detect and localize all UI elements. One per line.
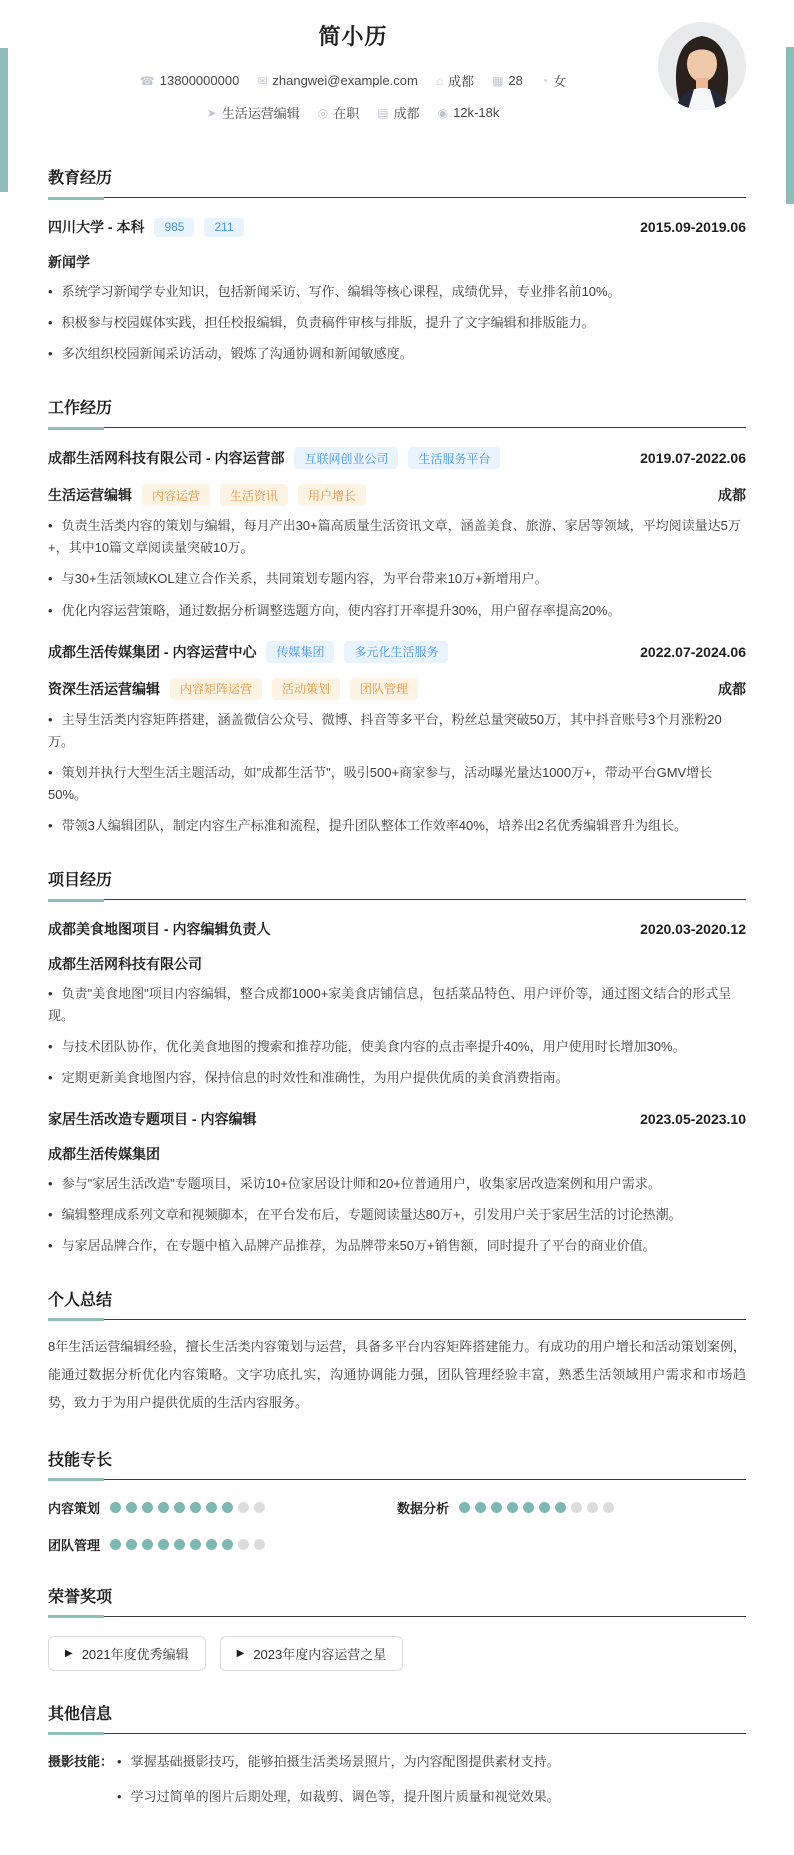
list-item (48, 1235, 746, 1257)
project-name: 家居生活改造专题项目 - 内容编辑 (48, 1110, 257, 1127)
list-item (48, 281, 746, 303)
role-name: 资深生活运营编辑 (48, 680, 160, 697)
skill-dot-empty (571, 1502, 582, 1513)
age-item (492, 73, 523, 88)
email-icon: ✉ (257, 73, 268, 88)
location-value: 成都 (448, 74, 475, 89)
bullet-text: 与技术团队协作，优化美食地图的搜索和推荐功能，使美食内容的点击率提升40%，用户使用时长增加30%。 (61, 1039, 686, 1055)
skill-dot-empty (238, 1502, 249, 1513)
skill-dot-filled (142, 1502, 153, 1513)
skill-dot-filled (555, 1502, 566, 1513)
skill-dot-filled (158, 1502, 169, 1513)
list-item (48, 1173, 746, 1195)
project1-bullets (48, 983, 746, 1089)
list-item (48, 1036, 746, 1058)
bullet-dot-icon: • (48, 818, 53, 834)
job2-date: 2022.07-2024.06 (640, 643, 746, 660)
skill-dot-filled (190, 1502, 201, 1513)
skill-dots (110, 1539, 270, 1550)
skill-dot-filled (126, 1502, 137, 1513)
bullet-dot-icon: • (48, 602, 53, 618)
gender-value: 女 (553, 74, 567, 89)
skill-dot-filled (459, 1502, 470, 1513)
bullet-text: 掌握基础摄影技巧，能够拍摄生活类场景照片，为内容配图提供素材支持。 (130, 1753, 560, 1769)
skill-dot-filled (110, 1502, 121, 1513)
list-item (48, 815, 746, 837)
project-name: 成都美食地图项目 - 内容编辑负责人 (48, 921, 271, 938)
skill-dot-filled (126, 1539, 137, 1550)
skill-dot-filled (222, 1539, 233, 1550)
honors-list (48, 1636, 746, 1671)
salary-value: 12k-18k (453, 105, 500, 120)
honor-pill-2021[interactable] (48, 1636, 206, 1671)
honor-label: 2021年度优秀编辑 (81, 1646, 189, 1662)
job-intention-item (207, 103, 300, 122)
major-name: 新闻学 (48, 254, 90, 270)
paper-plane-icon: ➤ (206, 105, 217, 120)
role-tag: 用户增长 (298, 484, 366, 506)
company-badge: 生活服务平台 (408, 447, 500, 469)
role-tag: 生活资讯 (220, 484, 288, 506)
email-value: zhangwei@example.com (272, 73, 418, 88)
bullet-text: 系统学习新闻学专业知识，包括新闻采访、写作、编辑等核心课程，成绩优异，专业排名前10%。 (61, 284, 621, 299)
list-item (48, 568, 746, 590)
skill-dot-filled (539, 1502, 550, 1513)
salary-icon: ◉ (437, 105, 449, 120)
summary-section-title: 个人总结 (48, 1287, 746, 1320)
other-bullets (117, 1751, 746, 1821)
job1-company-row (48, 447, 746, 469)
bullet-text: 负责"美食地图"项目内容编辑，整合成都1000+家美食店铺信息，包括菜品特色、用户评价等，通过图文结合的形式呈现。 (48, 986, 732, 1024)
list-item (117, 1786, 746, 1808)
document-icon: ▤ (377, 105, 389, 120)
bullet-dot-icon: • (48, 711, 53, 727)
project2-date: 2023.05-2023.10 (640, 1110, 746, 1127)
skill-dot-filled (174, 1502, 185, 1513)
list-item (48, 1204, 746, 1226)
job2-company-row (48, 641, 746, 663)
skill-dot-filled (475, 1502, 486, 1513)
role-tag: 内容矩阵运营 (170, 678, 262, 700)
resume-header (0, 0, 794, 135)
bullet-text: 优化内容运营策略，通过数据分析调整选题方向，使内容打开率提升30%，用户留存率提高20%。 (61, 602, 621, 618)
section-education (48, 165, 746, 365)
project2-org: 成都生活传媒集团 (48, 1145, 160, 1162)
location-item (436, 71, 474, 90)
skill-dot-empty (587, 1502, 598, 1513)
bullet-text: 编辑整理成系列文章和视频脚本，在平台发布后，专题阅读量达80万+，引发用户关于家居生活的讨论热潮。 (61, 1206, 682, 1222)
project1-org: 成都生活网科技有限公司 (48, 956, 202, 973)
bullet-dot-icon: • (48, 1175, 53, 1191)
phone-icon: ☎ (139, 73, 155, 88)
bullet-text: 策划并执行大型生活主题活动，如"成都生活节"，吸引500+商家参与，活动曝光量达1000万+，带动平台GMV增长50%。 (48, 764, 713, 802)
avatar (658, 22, 746, 110)
job2-company-left (48, 641, 448, 663)
contact-row-1 (48, 71, 658, 90)
project2-head (48, 1109, 746, 1129)
contact-row-2 (48, 103, 658, 122)
bullet-text: 主导生活类内容矩阵搭建，涵盖微信公众号、微博、抖音等多平台，粉丝总量突破50万，其中抖音账号3个月涨粉20万。 (48, 711, 722, 749)
skill-label: 数据分析 (397, 1500, 450, 1516)
bullet-text: 积极参与校园媒体实践，担任校报编辑，负责稿件审核与排版，提升了文字编辑和排版能力。 (61, 315, 595, 331)
bullet-dot-icon: • (48, 1070, 53, 1086)
other-info-row (48, 1751, 746, 1821)
skill-dot-filled (174, 1539, 185, 1550)
company-name: 成都生活网科技有限公司 - 内容运营部 (48, 450, 285, 467)
job2-role-row (48, 678, 746, 700)
age-value: 28 (508, 73, 523, 88)
skill-dot-filled (523, 1502, 534, 1513)
honors-section-title: 荣誉奖项 (48, 1584, 746, 1617)
company-badge: 传媒集团 (266, 641, 334, 663)
list-item (48, 762, 746, 806)
skill-item-data-analysis (397, 1498, 746, 1517)
job2-location: 成都 (718, 680, 746, 697)
city-value: 成都 (393, 106, 420, 121)
role-tag: 内容运营 (142, 484, 210, 506)
avatar-photo-placeholder (658, 22, 746, 110)
section-skills (48, 1447, 746, 1554)
company-name: 成都生活传媒集团 - 内容运营中心 (48, 643, 257, 660)
resume-title: 简小历 (318, 24, 388, 49)
company-badge: 多元化生活服务 (344, 641, 448, 663)
projects-section-title: 项目经历 (48, 867, 746, 900)
status-icon: ◎ (317, 105, 329, 120)
bullet-text: 与家居品牌合作，在专题中植入品牌产品推荐，为品牌带来50万+销售额，同时提升了平台的商业价值。 (61, 1237, 656, 1253)
project1-date: 2020.03-2020.12 (640, 921, 746, 938)
skill-dot-empty (238, 1539, 249, 1550)
education-section-title: 教育经历 (48, 165, 746, 198)
skill-dot-filled (222, 1502, 233, 1513)
skill-dot-filled (491, 1502, 502, 1513)
project2-bullets (48, 1173, 746, 1257)
gender-icon: ◔ (540, 73, 549, 88)
bullet-dot-icon: • (48, 986, 53, 1002)
skill-dot-empty (254, 1502, 265, 1513)
role-name: 生活运营编辑 (48, 487, 132, 504)
skill-dot-filled (110, 1539, 121, 1550)
header-main (48, 14, 658, 135)
bullet-dot-icon: • (48, 1039, 53, 1055)
job-status-item (318, 103, 360, 122)
gender-item (541, 71, 566, 90)
job1-role-row (48, 484, 746, 506)
skill-label: 团队管理 (48, 1537, 101, 1553)
skill-dot-filled (158, 1539, 169, 1550)
job-entry-1 (48, 447, 746, 621)
skill-dot-filled (507, 1502, 518, 1513)
job1-location: 成都 (718, 487, 746, 504)
bullet-dot-icon: • (48, 1237, 53, 1253)
right-accent-bar (786, 47, 794, 204)
age-icon: ▦ (492, 73, 504, 88)
skill-dots (459, 1502, 619, 1513)
list-item (48, 343, 746, 365)
city-item (377, 103, 419, 122)
role-tag: 活动策划 (272, 678, 340, 700)
bullet-text: 负责生活类内容的策划与编辑，每月产出30+篇高质量生活资讯文章，涵盖美食、旅游、家居等领域，平均阅读量达5万+，其中10篇文章阅读量突破10万。 (48, 518, 741, 556)
skill-item-team-management (48, 1535, 397, 1554)
skill-dot-filled (142, 1539, 153, 1550)
school-badge-985: 985 (154, 218, 194, 237)
other-section-title: 其他信息 (48, 1701, 746, 1734)
section-other (48, 1701, 746, 1821)
school-badge-211: 211 (204, 218, 243, 237)
job1-date: 2019.07-2022.06 (640, 450, 746, 467)
resume-content (0, 165, 794, 1855)
list-item (48, 709, 746, 753)
job2-bullets (48, 709, 746, 837)
list-item (48, 983, 746, 1027)
bullet-dot-icon: • (48, 284, 53, 299)
job2-role-left (48, 678, 418, 700)
section-summary (48, 1287, 746, 1417)
skill-dots (110, 1502, 270, 1513)
job1-company-left (48, 447, 500, 469)
job1-role-left (48, 484, 366, 506)
skill-dot-filled (206, 1502, 217, 1513)
job-status-value: 在职 (333, 106, 360, 121)
bullet-text: 参与"家居生活改造"专题项目，采访10+位家居设计师和20+位普通用户，收集家居改造案例和用户需求。 (61, 1175, 661, 1191)
other-info-label: 摄影技能： (48, 1753, 114, 1769)
company-badge: 互联网创业公司 (294, 447, 398, 469)
salary-item (438, 105, 500, 120)
list-item (48, 1067, 746, 1089)
bullet-dot-icon: • (48, 315, 53, 331)
education-entry-head (48, 217, 746, 237)
skills-section-title: 技能专长 (48, 1447, 746, 1480)
education-date: 2015.09-2019.06 (640, 219, 746, 235)
play-icon: ▶ (65, 1647, 73, 1659)
left-accent-bar (0, 48, 8, 192)
bullet-text: 定期更新美食地图内容，保持信息的时效性和准确性，为用户提供优质的美食消费指南。 (61, 1070, 569, 1086)
bullet-dot-icon: • (117, 1753, 122, 1769)
location-icon: ⌂ (435, 73, 444, 88)
bullet-text: 学习过简单的图片后期处理，如裁剪、调色等，提升图片质量和视觉效果。 (130, 1788, 560, 1804)
list-item (48, 515, 746, 559)
bullet-dot-icon: • (48, 346, 53, 362)
bullet-dot-icon: • (48, 518, 53, 534)
summary-text: 8年生活运营编辑经验，擅长生活类内容策划与运营，具备多平台内容矩阵搭建能力。有成功的用户增长和活动策划案例，能通过数据分析优化内容策略。文字功底扎实，沟通协调能力强，团队管理经验丰富，熟悉生活领域用户需求和市场趋势，致力于为用户提供优质的生活内容服务。 (48, 1338, 746, 1410)
phone-item (140, 73, 239, 88)
section-work (48, 395, 746, 837)
skill-label: 内容策划 (48, 1500, 101, 1516)
role-tag: 团队管理 (350, 678, 418, 700)
work-section-title: 工作经历 (48, 395, 746, 428)
project-entry-1 (48, 919, 746, 1089)
bullet-dot-icon: • (48, 571, 53, 587)
skills-grid (48, 1480, 746, 1554)
job1-bullets (48, 515, 746, 621)
list-item (48, 312, 746, 334)
skill-dot-empty (603, 1502, 614, 1513)
bullet-text: 多次组织校园新闻采访活动，锻炼了沟通协调和新闻敏感度。 (61, 346, 413, 362)
skill-dot-filled (190, 1539, 201, 1550)
job-entry-2 (48, 641, 746, 837)
education-bullets (48, 281, 746, 365)
skill-dot-filled (206, 1539, 217, 1550)
school-name: 四川大学 - 本科 (48, 219, 145, 235)
job-intention-value: 生活运营编辑 (221, 106, 300, 121)
bullet-text: 与30+生活领域KOL建立合作关系，共同策划专题内容，为平台带来10万+新增用户。 (61, 571, 548, 587)
skill-dot-empty (254, 1539, 265, 1550)
section-projects (48, 867, 746, 1257)
list-item (48, 600, 746, 622)
bullet-text: 带领3人编辑团队，制定内容生产标准和流程，提升团队整体工作效率40%，培养出2名优秀编辑晋升为组长。 (61, 818, 688, 834)
bullet-dot-icon: • (48, 1206, 53, 1222)
section-honors (48, 1584, 746, 1671)
skill-item-content-planning (48, 1498, 397, 1517)
phone-value: 13800000000 (159, 73, 240, 88)
play-icon: ▶ (236, 1647, 245, 1659)
email-item (257, 73, 418, 88)
bullet-dot-icon: • (117, 1788, 122, 1804)
honor-label: 2023年度内容运营之星 (253, 1646, 387, 1662)
honor-pill-2023[interactable] (220, 1636, 404, 1671)
education-entry-left (48, 217, 244, 237)
list-item (117, 1751, 746, 1773)
bullet-dot-icon: • (48, 764, 53, 780)
project-entry-2 (48, 1109, 746, 1257)
project1-head (48, 919, 746, 939)
